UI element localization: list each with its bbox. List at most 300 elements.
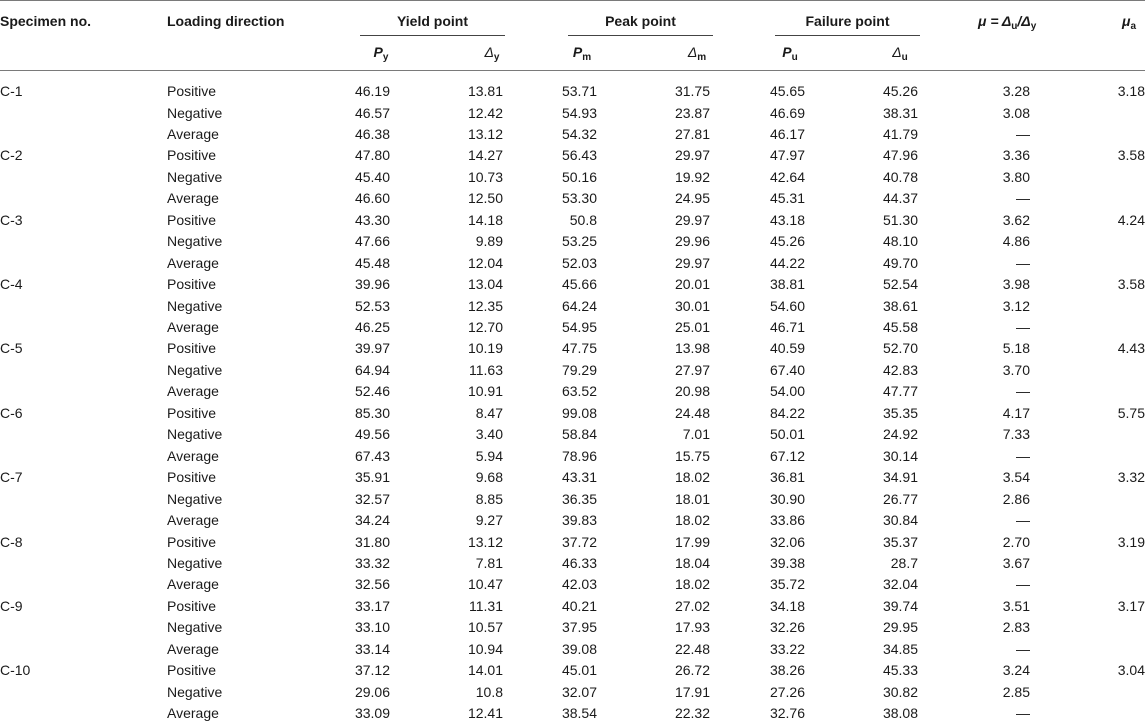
cell-ductility: 7.33 bbox=[1002, 426, 1030, 443]
cell-py: 31.80 bbox=[354, 533, 390, 550]
table-row bbox=[0, 102, 1145, 123]
header-mean-ductility: $\mu_a$ bbox=[1122, 13, 1137, 32]
cell-ductility: 3.36 bbox=[1002, 147, 1030, 164]
header-pu: $P_u$ bbox=[782, 44, 798, 63]
cell-py: 32.56 bbox=[354, 576, 390, 593]
table-row bbox=[0, 402, 1145, 423]
cell-delta-u: 52.54 bbox=[882, 276, 918, 292]
cell-loading-direction: Negative bbox=[167, 297, 223, 314]
cell-pu: 45.31 bbox=[769, 190, 805, 207]
cell-delta-m: 20.98 bbox=[674, 383, 710, 400]
cell-py: 39.97 bbox=[354, 340, 390, 357]
cell-delta-y: 10.57 bbox=[467, 619, 503, 636]
cell-delta-m: 31.75 bbox=[674, 83, 710, 99]
cell-delta-u: 39.74 bbox=[882, 597, 918, 614]
cell-specimen: C-7 bbox=[0, 469, 23, 486]
cell-pm: 47.75 bbox=[561, 340, 597, 357]
cell-py: 33.32 bbox=[354, 554, 390, 571]
cell-pu: 44.22 bbox=[769, 254, 805, 271]
table-row bbox=[0, 488, 1145, 509]
cell-ductility: — bbox=[1016, 705, 1030, 721]
cell-delta-m: 18.04 bbox=[674, 554, 710, 571]
cell-delta-m: 17.93 bbox=[674, 619, 710, 636]
cell-delta-m: 13.98 bbox=[674, 340, 710, 357]
cell-mean-ductility: 5.75 bbox=[1117, 404, 1145, 421]
cell-pu: 45.65 bbox=[769, 83, 805, 99]
cell-loading-direction: Average bbox=[167, 125, 219, 142]
cell-delta-y: 10.94 bbox=[467, 640, 503, 657]
cell-delta-m: 26.72 bbox=[674, 662, 710, 679]
cell-delta-y: 8.47 bbox=[475, 404, 503, 421]
cell-py: 34.24 bbox=[354, 512, 390, 528]
cell-ductility: 2.70 bbox=[1002, 533, 1030, 550]
cell-py: 49.56 bbox=[354, 426, 390, 443]
cell-delta-u: 35.37 bbox=[882, 533, 918, 550]
cell-delta-m: 18.02 bbox=[674, 576, 710, 593]
cell-py: 46.38 bbox=[354, 125, 390, 142]
cell-ductility: — bbox=[1016, 190, 1030, 207]
cell-pu: 67.40 bbox=[769, 361, 805, 378]
cell-delta-m: 30.01 bbox=[674, 297, 710, 314]
cell-delta-y: 12.50 bbox=[467, 190, 503, 207]
cell-loading-direction: Negative bbox=[167, 104, 223, 121]
peak-point-underline bbox=[568, 35, 713, 36]
cell-ductility: 4.17 bbox=[1002, 404, 1030, 421]
cell-loading-direction: Positive bbox=[167, 662, 217, 679]
cell-ductility: 2.83 bbox=[1002, 619, 1030, 636]
cell-pm: 54.32 bbox=[561, 125, 597, 142]
cell-pm: 32.07 bbox=[561, 683, 597, 700]
cell-pu: 39.38 bbox=[769, 554, 805, 571]
cell-specimen: C-4 bbox=[0, 276, 23, 292]
cell-py: 33.17 bbox=[354, 597, 390, 614]
cell-delta-m: 20.01 bbox=[674, 276, 710, 292]
cell-loading-direction: Positive bbox=[167, 83, 217, 99]
cell-loading-direction: Negative bbox=[167, 490, 223, 507]
cell-delta-u: 52.70 bbox=[882, 340, 918, 357]
cell-pm: 37.95 bbox=[561, 619, 597, 636]
cell-delta-u: 44.37 bbox=[882, 190, 918, 207]
cell-pm: 52.03 bbox=[561, 254, 597, 271]
table-top-rule bbox=[0, 0, 1145, 1]
cell-delta-m: 29.97 bbox=[674, 254, 710, 271]
cell-delta-y: 14.18 bbox=[467, 211, 503, 228]
cell-delta-y: 5.94 bbox=[475, 447, 503, 464]
cell-pu: 32.26 bbox=[769, 619, 805, 636]
cell-delta-m: 19.92 bbox=[674, 168, 710, 185]
cell-pu: 38.26 bbox=[769, 662, 805, 679]
cell-pm: 45.01 bbox=[561, 662, 597, 679]
cell-pm: 46.33 bbox=[561, 554, 597, 571]
cell-py: 64.94 bbox=[354, 361, 390, 378]
cell-ductility: 3.12 bbox=[1002, 297, 1030, 314]
cell-pu: 33.22 bbox=[769, 640, 805, 657]
cell-delta-m: 29.97 bbox=[674, 211, 710, 228]
cell-py: 33.14 bbox=[354, 640, 390, 657]
cell-py: 39.96 bbox=[354, 276, 390, 292]
cell-loading-direction: Average bbox=[167, 190, 219, 207]
cell-pm: 99.08 bbox=[561, 404, 597, 421]
cell-py: 33.10 bbox=[354, 619, 390, 636]
cell-pm: 42.03 bbox=[561, 576, 597, 593]
cell-py: 45.48 bbox=[354, 254, 390, 271]
cell-delta-y: 11.31 bbox=[469, 597, 503, 614]
cell-ductility: 3.51 bbox=[1002, 597, 1030, 614]
cell-pm: 64.24 bbox=[561, 297, 597, 314]
table-row bbox=[0, 359, 1145, 380]
table-row bbox=[0, 273, 1145, 294]
cell-delta-u: 28.7 bbox=[890, 554, 918, 571]
cell-delta-u: 38.08 bbox=[882, 705, 918, 721]
cell-specimen: C-8 bbox=[0, 533, 23, 550]
cell-delta-u: 49.70 bbox=[882, 254, 918, 271]
cell-pm: 53.71 bbox=[561, 83, 597, 99]
cell-delta-u: 30.14 bbox=[882, 447, 918, 464]
cell-ductility: — bbox=[1016, 318, 1030, 335]
table-row bbox=[0, 295, 1145, 316]
table-row bbox=[0, 659, 1145, 680]
cell-delta-u: 24.92 bbox=[882, 426, 918, 443]
cell-delta-u: 45.33 bbox=[882, 662, 918, 679]
cell-py: 46.19 bbox=[354, 83, 390, 99]
table-row bbox=[0, 638, 1145, 659]
cell-loading-direction: Average bbox=[167, 576, 219, 593]
cell-pu: 54.60 bbox=[769, 297, 805, 314]
cell-delta-y: 9.27 bbox=[475, 512, 503, 528]
header-yield-point: Yield point bbox=[396, 13, 469, 29]
header-loading-direction: Loading direction bbox=[167, 13, 285, 29]
cell-specimen: C-5 bbox=[0, 340, 23, 357]
cell-pu: 35.72 bbox=[769, 576, 805, 593]
table-row bbox=[0, 337, 1145, 358]
header-specimen-no: Specimen no. bbox=[0, 13, 92, 29]
cell-delta-u: 51.30 bbox=[882, 211, 918, 228]
cell-pm: 38.54 bbox=[561, 705, 597, 721]
cell-mean-ductility: 3.58 bbox=[1117, 147, 1145, 164]
cell-delta-m: 22.32 bbox=[674, 705, 710, 721]
table-row bbox=[0, 230, 1145, 251]
cell-py: 33.09 bbox=[354, 705, 390, 721]
cell-loading-direction: Positive bbox=[167, 211, 217, 228]
cell-pu: 46.17 bbox=[769, 125, 805, 142]
cell-delta-y: 10.91 bbox=[467, 383, 503, 400]
cell-mean-ductility: 3.18 bbox=[1117, 83, 1145, 99]
cell-delta-m: 18.02 bbox=[674, 469, 710, 486]
cell-loading-direction: Positive bbox=[167, 340, 217, 357]
table-row bbox=[0, 616, 1145, 637]
cell-delta-y: 7.81 bbox=[475, 554, 503, 571]
cell-ductility: — bbox=[1016, 576, 1030, 593]
cell-delta-u: 32.04 bbox=[882, 576, 918, 593]
cell-specimen: C-9 bbox=[0, 597, 23, 614]
cell-specimen: C-1 bbox=[0, 83, 23, 99]
cell-delta-m: 24.95 bbox=[674, 190, 710, 207]
cell-ductility: 3.98 bbox=[1002, 276, 1030, 292]
table-row bbox=[0, 531, 1145, 552]
cell-pu: 30.90 bbox=[769, 490, 805, 507]
header-delta-m: $\Delta_m$ bbox=[687, 44, 707, 63]
cell-py: 29.06 bbox=[354, 683, 390, 700]
cell-delta-m: 27.81 bbox=[674, 125, 710, 142]
cell-delta-u: 40.78 bbox=[882, 168, 918, 185]
cell-loading-direction: Average bbox=[167, 447, 219, 464]
cell-py: 37.12 bbox=[354, 662, 390, 679]
cell-delta-m: 24.48 bbox=[674, 404, 710, 421]
cell-delta-u: 38.61 bbox=[882, 297, 918, 314]
cell-delta-u: 30.82 bbox=[882, 683, 918, 700]
cell-pu: 84.22 bbox=[769, 404, 805, 421]
cell-mean-ductility: 4.43 bbox=[1117, 340, 1145, 357]
cell-delta-y: 11.63 bbox=[469, 361, 503, 378]
cell-delta-u: 38.31 bbox=[882, 104, 918, 121]
cell-delta-m: 29.96 bbox=[674, 233, 710, 250]
cell-delta-m: 25.01 bbox=[674, 318, 710, 335]
cell-delta-u: 47.77 bbox=[882, 383, 918, 400]
cell-delta-y: 13.81 bbox=[467, 83, 503, 99]
cell-py: 52.46 bbox=[354, 383, 390, 400]
cell-pm: 54.95 bbox=[561, 318, 597, 335]
cell-pu: 50.01 bbox=[769, 426, 805, 443]
cell-loading-direction: Positive bbox=[167, 469, 217, 486]
cell-pm: 39.83 bbox=[561, 512, 597, 528]
cell-delta-u: 29.95 bbox=[882, 619, 918, 636]
cell-loading-direction: Average bbox=[167, 640, 219, 657]
cell-ductility: — bbox=[1016, 125, 1030, 142]
cell-delta-u: 30.84 bbox=[882, 512, 918, 528]
cell-loading-direction: Negative bbox=[167, 683, 223, 700]
cell-delta-u: 47.96 bbox=[882, 147, 918, 164]
cell-py: 32.57 bbox=[354, 490, 390, 507]
cell-py: 43.30 bbox=[354, 211, 390, 228]
cell-delta-y: 12.35 bbox=[467, 297, 503, 314]
cell-loading-direction: Positive bbox=[167, 147, 217, 164]
cell-delta-m: 7.01 bbox=[682, 426, 710, 443]
cell-delta-u: 34.85 bbox=[882, 640, 918, 657]
cell-ductility: 3.54 bbox=[1002, 469, 1030, 486]
header-pm: $P_m$ bbox=[572, 44, 592, 63]
table-row bbox=[0, 466, 1145, 487]
cell-mean-ductility: 3.04 bbox=[1117, 662, 1145, 679]
cell-delta-m: 15.75 bbox=[674, 447, 710, 464]
cell-delta-m: 27.97 bbox=[674, 361, 710, 378]
cell-ductility: 3.24 bbox=[1002, 662, 1030, 679]
table-row bbox=[0, 252, 1145, 273]
cell-mean-ductility: 3.58 bbox=[1117, 276, 1145, 292]
cell-pm: 53.30 bbox=[561, 190, 597, 207]
cell-delta-y: 12.04 bbox=[467, 254, 503, 271]
cell-loading-direction: Average bbox=[167, 254, 219, 271]
cell-py: 35.91 bbox=[354, 469, 390, 486]
cell-delta-u: 26.77 bbox=[882, 490, 918, 507]
cell-delta-y: 10.8 bbox=[475, 683, 503, 700]
cell-delta-m: 22.48 bbox=[674, 640, 710, 657]
table-row bbox=[0, 123, 1145, 144]
cell-pm: 37.72 bbox=[561, 533, 597, 550]
cell-pu: 32.06 bbox=[769, 533, 805, 550]
cell-py: 45.40 bbox=[354, 168, 390, 185]
cell-pm: 53.25 bbox=[561, 233, 597, 250]
cell-pu: 38.81 bbox=[769, 276, 805, 292]
cell-pu: 33.86 bbox=[769, 512, 805, 528]
cell-delta-u: 34.91 bbox=[882, 469, 918, 486]
cell-delta-m: 17.91 bbox=[674, 683, 710, 700]
cell-delta-m: 18.01 bbox=[674, 490, 710, 507]
cell-loading-direction: Average bbox=[167, 383, 219, 400]
cell-delta-m: 23.87 bbox=[674, 104, 710, 121]
cell-pu: 54.00 bbox=[769, 383, 805, 400]
cell-delta-m: 18.02 bbox=[674, 512, 710, 528]
cell-delta-y: 8.85 bbox=[475, 490, 503, 507]
cell-ductility: 2.85 bbox=[1002, 683, 1030, 700]
cell-delta-y: 10.19 bbox=[467, 340, 503, 357]
table-row bbox=[0, 187, 1145, 208]
cell-delta-m: 17.99 bbox=[674, 533, 710, 550]
cell-pu: 43.18 bbox=[769, 211, 805, 228]
cell-loading-direction: Negative bbox=[167, 233, 223, 250]
cell-pm: 45.66 bbox=[561, 276, 597, 292]
cell-mean-ductility: 3.17 bbox=[1117, 597, 1145, 614]
header-bottom-rule bbox=[0, 70, 1145, 71]
cell-delta-y: 9.89 bbox=[475, 233, 503, 250]
cell-specimen: C-3 bbox=[0, 211, 23, 228]
cell-delta-u: 45.58 bbox=[882, 318, 918, 335]
cell-py: 46.60 bbox=[354, 190, 390, 207]
cell-ductility: 3.08 bbox=[1002, 104, 1030, 121]
cell-pu: 32.76 bbox=[769, 705, 805, 721]
cell-delta-u: 45.26 bbox=[882, 83, 918, 99]
table-row bbox=[0, 509, 1145, 530]
failure-point-underline bbox=[775, 35, 920, 36]
cell-pm: 36.35 bbox=[561, 490, 597, 507]
cell-pm: 54.93 bbox=[561, 104, 597, 121]
cell-pm: 43.31 bbox=[561, 469, 597, 486]
cell-ductility: 3.28 bbox=[1002, 83, 1030, 99]
cell-delta-y: 12.70 bbox=[467, 318, 503, 335]
cell-delta-m: 29.97 bbox=[674, 147, 710, 164]
cell-delta-y: 10.73 bbox=[467, 168, 503, 185]
cell-pu: 40.59 bbox=[769, 340, 805, 357]
cell-pm: 50.16 bbox=[561, 168, 597, 185]
cell-delta-u: 35.35 bbox=[882, 404, 918, 421]
cell-delta-y: 3.40 bbox=[475, 426, 503, 443]
cell-loading-direction: Average bbox=[167, 512, 219, 528]
cell-loading-direction: Negative bbox=[167, 361, 223, 378]
cell-specimen: C-6 bbox=[0, 404, 23, 421]
cell-ductility: 3.67 bbox=[1002, 554, 1030, 571]
cell-loading-direction: Average bbox=[167, 705, 219, 721]
cell-delta-y: 14.01 bbox=[467, 662, 503, 679]
cell-loading-direction: Negative bbox=[167, 619, 223, 636]
cell-mean-ductility: 4.24 bbox=[1117, 211, 1145, 228]
cell-pm: 40.21 bbox=[561, 597, 597, 614]
table-row bbox=[0, 316, 1145, 337]
cell-specimen: C-10 bbox=[0, 662, 31, 679]
cell-pu: 46.69 bbox=[769, 104, 805, 121]
cell-py: 46.25 bbox=[354, 318, 390, 335]
cell-loading-direction: Negative bbox=[167, 426, 223, 443]
table-row bbox=[0, 144, 1145, 165]
header-delta-u: $\Delta_u$ bbox=[892, 44, 908, 63]
cell-py: 52.53 bbox=[354, 297, 390, 314]
yield-point-underline bbox=[360, 35, 505, 36]
cell-loading-direction: Positive bbox=[167, 276, 217, 292]
cell-py: 67.43 bbox=[354, 447, 390, 464]
table-row bbox=[0, 552, 1145, 573]
cell-ductility: — bbox=[1016, 254, 1030, 271]
table-row bbox=[0, 166, 1145, 187]
cell-py: 46.57 bbox=[354, 104, 390, 121]
cell-specimen: C-2 bbox=[0, 147, 23, 164]
cell-delta-y: 10.47 bbox=[467, 576, 503, 593]
header-delta-y: $\Delta_y$ bbox=[484, 44, 500, 63]
table-row bbox=[0, 209, 1145, 230]
header-py: $P_y$ bbox=[373, 44, 389, 63]
cell-ductility: 3.80 bbox=[1002, 168, 1030, 185]
cell-ductility: 4.86 bbox=[1002, 233, 1030, 250]
cell-loading-direction: Negative bbox=[167, 168, 223, 185]
cell-delta-m: 27.02 bbox=[674, 597, 710, 614]
cell-ductility: 3.62 bbox=[1002, 211, 1030, 228]
table-row bbox=[0, 573, 1145, 594]
cell-loading-direction: Positive bbox=[167, 597, 217, 614]
cell-pu: 42.64 bbox=[769, 168, 805, 185]
cell-pu: 47.97 bbox=[769, 147, 805, 164]
cell-delta-y: 14.27 bbox=[467, 147, 503, 164]
cell-mean-ductility: 3.19 bbox=[1117, 533, 1145, 550]
cell-ductility: 3.70 bbox=[1002, 361, 1030, 378]
cell-ductility: — bbox=[1016, 447, 1030, 464]
cell-delta-y: 13.12 bbox=[467, 533, 503, 550]
table-row bbox=[0, 702, 1145, 723]
cell-mean-ductility: 3.32 bbox=[1117, 469, 1145, 486]
cell-delta-y: 13.04 bbox=[467, 276, 503, 292]
cell-pu: 67.12 bbox=[769, 447, 805, 464]
cell-loading-direction: Positive bbox=[167, 404, 217, 421]
cell-pm: 50.8 bbox=[569, 211, 597, 228]
table-row bbox=[0, 681, 1145, 702]
cell-ductility: — bbox=[1016, 512, 1030, 528]
cell-delta-u: 42.83 bbox=[882, 361, 918, 378]
cell-ductility: 5.18 bbox=[1002, 340, 1030, 357]
table-row bbox=[0, 595, 1145, 616]
header-failure-point: Failure point bbox=[805, 13, 890, 29]
cell-pm: 78.96 bbox=[561, 447, 597, 464]
cell-pu: 36.81 bbox=[769, 469, 805, 486]
header-ductility-ratio: $\mu = \Delta_u/\Delta_y$ bbox=[978, 13, 1037, 32]
cell-pu: 45.26 bbox=[769, 233, 805, 250]
cell-pu: 46.71 bbox=[769, 318, 805, 335]
cell-loading-direction: Negative bbox=[167, 554, 223, 571]
cell-pm: 39.08 bbox=[561, 640, 597, 657]
cell-pu: 34.18 bbox=[769, 597, 805, 614]
cell-loading-direction: Positive bbox=[167, 533, 217, 550]
cell-delta-u: 41.79 bbox=[882, 125, 918, 142]
cell-pm: 56.43 bbox=[561, 147, 597, 164]
header-peak-point: Peak point bbox=[605, 13, 676, 29]
cell-delta-y: 9.68 bbox=[475, 469, 503, 486]
table-row bbox=[0, 380, 1145, 401]
cell-ductility: — bbox=[1016, 640, 1030, 657]
cell-pm: 79.29 bbox=[561, 361, 597, 378]
cell-ductility: — bbox=[1016, 383, 1030, 400]
cell-delta-y: 12.42 bbox=[467, 104, 503, 121]
cell-pm: 63.52 bbox=[561, 383, 597, 400]
cell-py: 85.30 bbox=[354, 404, 390, 421]
cell-delta-y: 13.12 bbox=[467, 125, 503, 142]
table-row bbox=[0, 445, 1145, 466]
cell-py: 47.80 bbox=[354, 147, 390, 164]
cell-pu: 27.26 bbox=[769, 683, 805, 700]
